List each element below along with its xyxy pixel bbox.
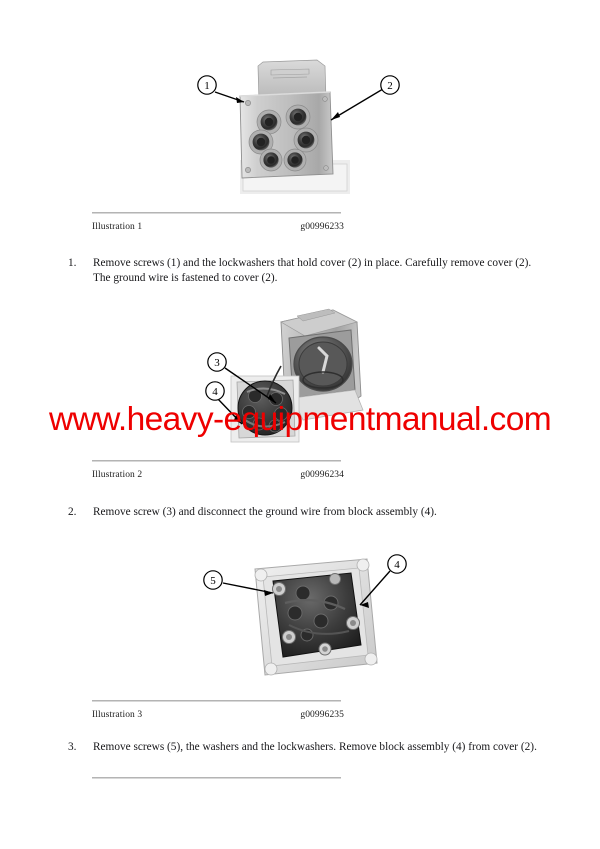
illustration-3-label: Illustration 3 (92, 710, 143, 720)
figure-illustration-2 (0, 300, 600, 480)
figure-rule (92, 460, 341, 462)
illustration-1-code: g00996233 (300, 222, 344, 232)
step-3 (68, 740, 540, 755)
illustration-2-image (185, 300, 415, 452)
figure-illustration-1 (0, 52, 600, 232)
illustration-2-label: Illustration 2 (92, 470, 143, 480)
illustration-1-caption (92, 222, 344, 232)
illustration-1-photo (185, 52, 415, 204)
step-2-number: 2. (68, 506, 77, 518)
step-3-number: 3. (68, 741, 77, 753)
figure-illustration-3 (0, 545, 600, 720)
illustration-3-code: g00996235 (300, 710, 344, 720)
illustration-2-photo (185, 300, 415, 452)
illustration-3-photo (185, 545, 415, 690)
illustration-3-caption (92, 710, 344, 720)
callout-3-label: 3 (214, 357, 220, 369)
watermark-text: www.heavy-equipmentmanual.com (48, 401, 552, 438)
step-1 (68, 256, 540, 286)
step-2-text: Remove screw (3) and disconnect the ground wire from block assembly (4). (93, 506, 437, 518)
callout-2-label: 2 (387, 80, 393, 92)
illustration-1-label: Illustration 1 (92, 222, 143, 232)
figure-rule (92, 700, 341, 702)
illustration-3-image (185, 545, 415, 690)
illustration-1-image (185, 52, 415, 204)
callout-4-label: 4 (212, 386, 218, 398)
illustration-2-code: g00996234 (300, 470, 344, 480)
callout-1-label: 1 (204, 80, 210, 92)
step-2 (68, 505, 540, 520)
step-1-number: 1. (68, 257, 77, 269)
step-3-text: Remove screws (5), the washers and the lockwashers. Remove block assembly (4) from cover (2). (93, 741, 537, 753)
callout-5-label: 5 (210, 575, 216, 587)
figure-rule (92, 212, 341, 214)
callout-4-label: 4 (394, 559, 400, 571)
page-bottom-rule (92, 777, 341, 779)
illustration-2-caption (92, 470, 344, 480)
step-1-text: Remove screws (1) and the lockwashers that hold cover (2) in place. Carefully remove cover (2). The ground wire is fastened to cover (2). (93, 257, 532, 285)
